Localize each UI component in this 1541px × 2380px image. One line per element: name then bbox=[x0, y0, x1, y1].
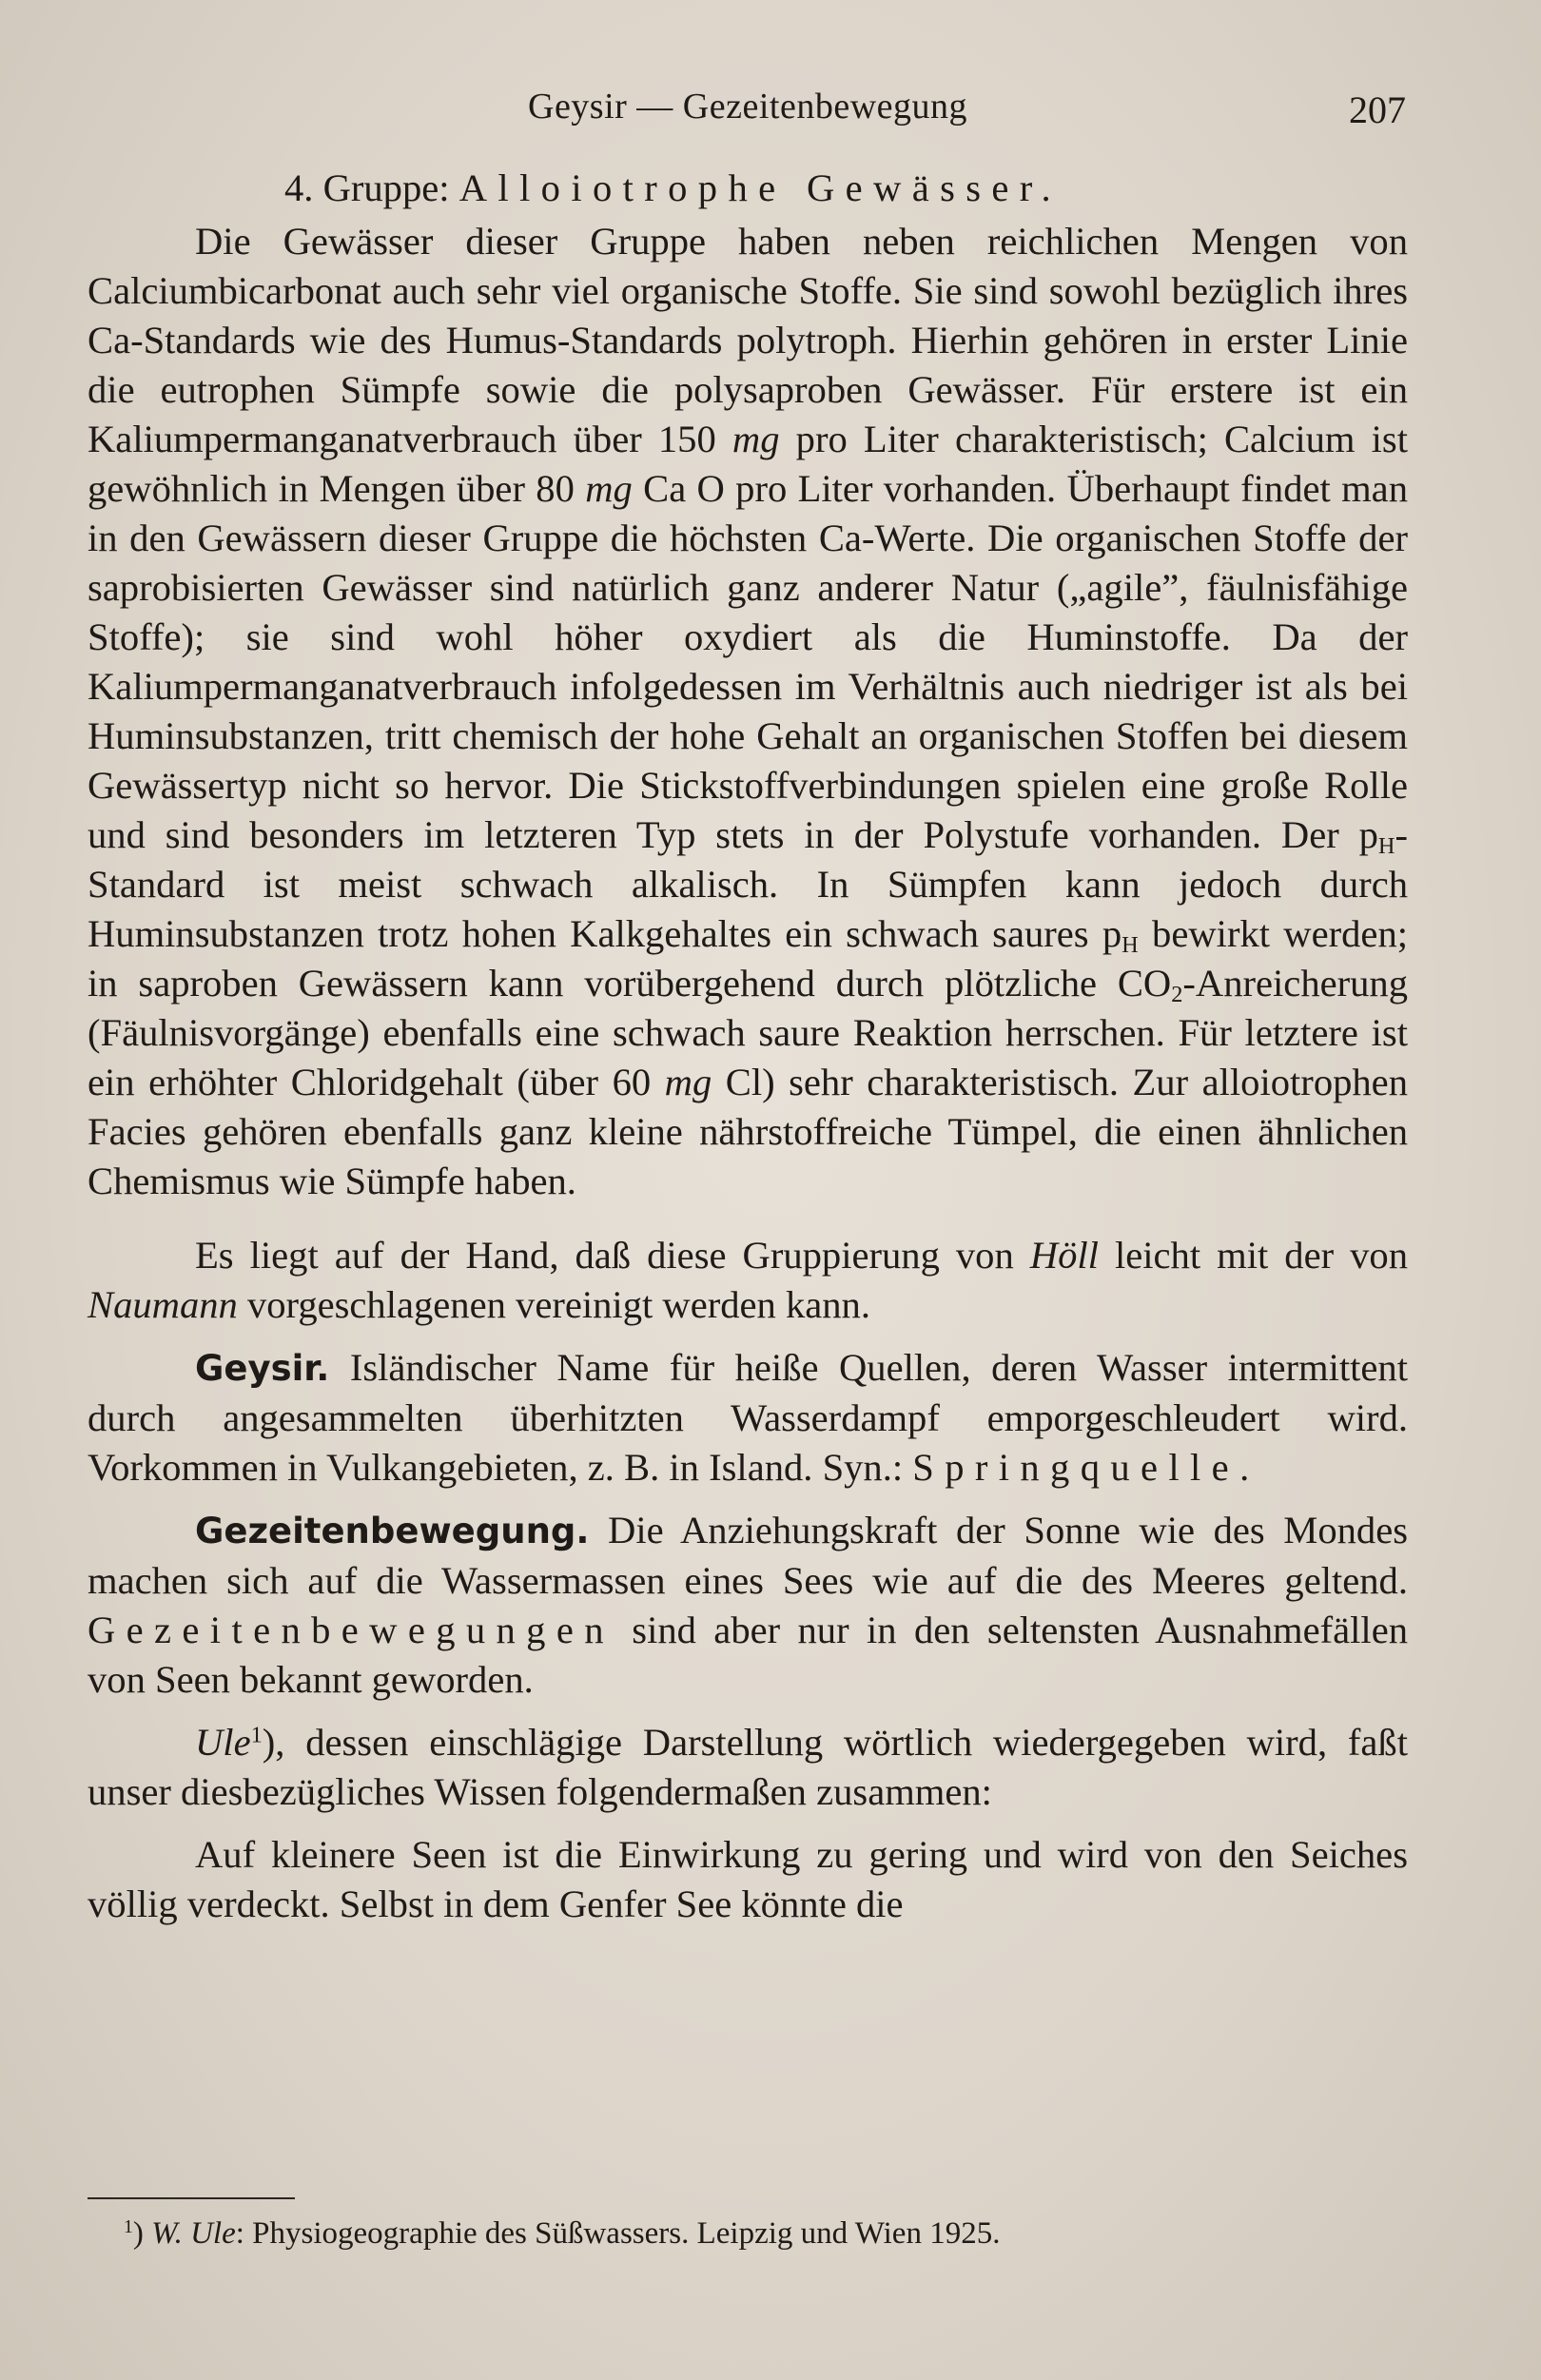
running-title: Geysir — Gezeitenbewegung bbox=[528, 87, 968, 127]
running-head bbox=[0, 78, 1541, 135]
footnote-marker: 1 bbox=[124, 2216, 133, 2238]
group-heading bbox=[88, 164, 1408, 213]
footnote-author: W. Ule bbox=[151, 2216, 236, 2251]
group-description-paragraph: Die Gewässer dieser Gruppe haben neben reichlichen Mengen von Calciumbicarbonat auch sehr viel organische Stoffe. Sie sind sowohl bezüglich ihres Ca-Standards wie des Humus-Standards polytroph. Hierhin gehören in erster Linie die eutrophen Sümpfe sowie die polysaproben Gewässer. Für erstere ist ein Kaliumpermanganatverbrauch über 150 mg pro Liter charakteristisch; Calcium ist gewöhnlich in Mengen über 80 mg Ca O pro Liter vorhanden. Überhaupt findet man in den Gewässern dieser Gruppe die höchsten Ca-Werte. Die organischen Stoffe der saprobisierten Gewässer sind natürlich ganz anderer Natur („agile”, fäulnisfähige Stoffe); sie sind wohl höher oxydiert als die Huminstoffe. Da der Kaliumpermanganatverbrauch infolgedessen im Verhältnis auch niedriger ist als bei Huminsubstanzen, tritt chemisch der hohe Gehalt an organischen Stoffen bei diesem Gewässertyp nicht so hervor. Die Stickstoffverbindungen spielen eine große Rolle und sind besonders im letzteren Typ stets in der Polystufe vorhanden. Der $p_H$-Standard ist meist schwach alkalisch. In Sümpfen kann jedoch durch Huminsubstanzen trotz hohen Kalkgehaltes ein schwach saures $p_H$ bewirkt werden; in saproben Gewässern kann vorübergehend durch plötzliche $CO_2$-Anreicherung (Fäulnisvorgänge) ebenfalls eine schwach saure Reaktion herrschen. Für letztere ist ein erhöhter Chloridgehalt (über 60 mg Cl) sehr charakteristisch. Zur alloiotrophen Facies gehören ebenfalls ganz kleine nährstoffreiche Tümpel, die einen ähnlichen Chemismus wie Sümpfe haben. bbox=[88, 220, 1409, 1202]
page-number: 207 bbox=[1349, 88, 1406, 131]
main-text bbox=[88, 164, 1408, 1929]
group-heading-prefix: 4. Gruppe: bbox=[284, 166, 450, 209]
footnote-divider bbox=[88, 2197, 295, 2199]
quote-paragraph: Auf kleinere Seen ist die Einwirkung zu gering und wird von den Seiches völlig verdeckt. Selbst in dem Genfer See könnte die bbox=[88, 1833, 1408, 1925]
entry-term-gezeitenbewegung: Gezeitenbewegung. bbox=[195, 1511, 590, 1551]
entry-gezeitenbewegung: Gezeitenbewegung. Die Anziehungskraft der Sonne wie des Mondes machen sich auf die Wassermassen eines Sees wie auf die des Meeres geltend. Gezeitenbewegungen sind aber nur in den seltensten Ausnahmefällen von Seen bekannt geworden. bbox=[88, 1509, 1408, 1701]
entry-geysir: Geysir. Isländischer Name für heiße Quellen, deren Wasser intermittent durch angesammelten überhitzten Wasserdampf emporgeschleudert wird. Vorkommen in Vulkangebieten, z. B. in Island. Syn.: Springquelle. bbox=[88, 1346, 1408, 1489]
entry-term-geysir: Geysir. bbox=[195, 1348, 330, 1389]
grouping-paragraph: Es liegt auf der Hand, daß diese Gruppierung von Höll leicht mit der von Naumann vorgeschlagenen vereinigt werden kann. bbox=[88, 1234, 1408, 1326]
group-heading-title: Alloiotrophe Gewässer. bbox=[458, 166, 1062, 209]
ule-paragraph: Ule$^1$), dessen einschlägige Darstellung wörtlich wiedergegeben wird, faßt unser diesbezügliches Wissen folgendermaßen zusammen: bbox=[88, 1721, 1408, 1813]
footnote: $^1$) W. Ule: Physiogeographie des Süßwassers. Leipzig und Wien 1925. bbox=[124, 2216, 1001, 2251]
